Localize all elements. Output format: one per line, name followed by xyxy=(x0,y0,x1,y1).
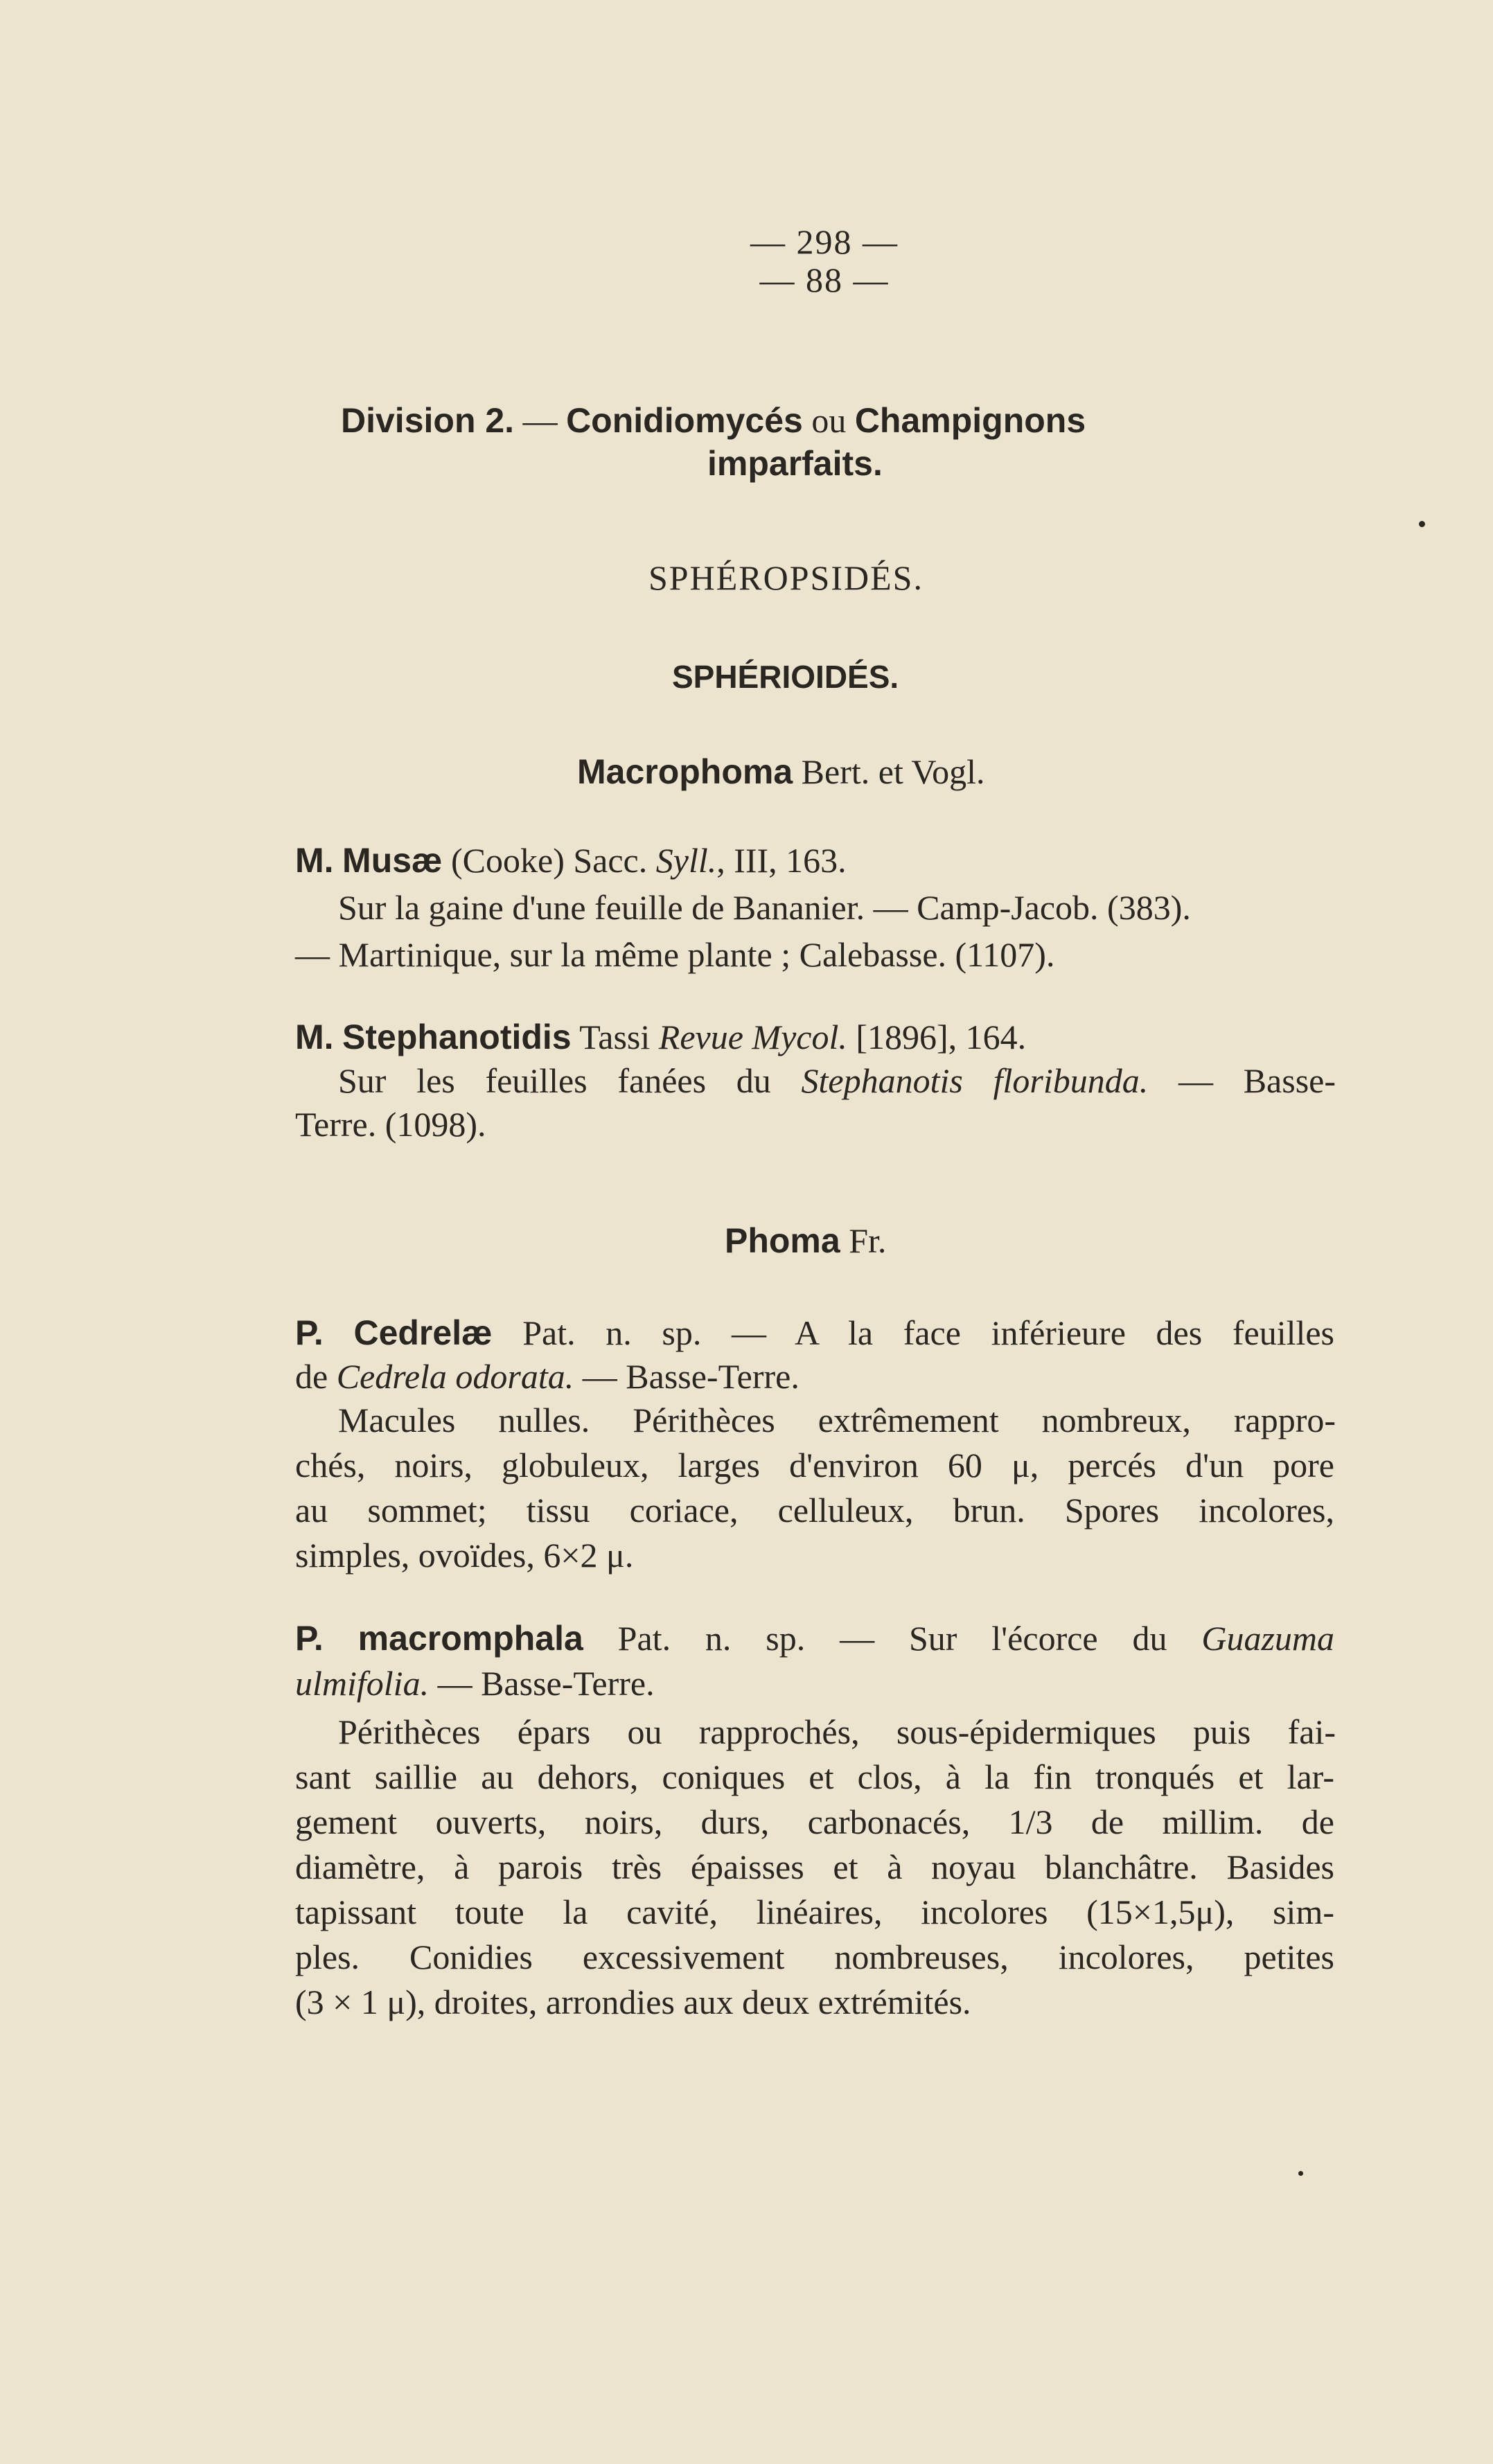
entry-macromphala-line: diamètre, à parois très épaisses et à noyau blanchâtre. Basides xyxy=(295,1847,1334,1886)
entry-macromphala-line: ples. Conidies excessivement nombreuses, incolores, petites xyxy=(295,1938,1334,1976)
ink-speck xyxy=(1298,2171,1303,2176)
group-title: SPHÉROPSIDÉS. xyxy=(648,558,924,597)
entry-stephanotidis-title: M. Stephanotidis Tassi Revue Mycol. [1896], 164. xyxy=(295,1018,1027,1056)
entry-macromphala-title: P. macromphala Pat. n. sp. — Sur l'écorce du Guazuma xyxy=(295,1619,1335,1658)
entry-cedrelae-line: au sommet; tissu coriace, celluleux, brun. Spores incolores, xyxy=(295,1491,1334,1530)
genus-heading-macrophoma: Macrophoma Bert. et Vogl. xyxy=(577,752,985,791)
family-title: SPHÉRIOIDÉS. xyxy=(672,659,899,695)
division-heading-cont: imparfaits. xyxy=(707,444,883,483)
entry-macromphala-line: sant saillie au dehors, coniques et clos, à la fin tronqués et lar- xyxy=(295,1757,1334,1796)
entry-macromphala-line: ulmifolia. — Basse-Terre. xyxy=(295,1664,655,1703)
entry-musae-title: M. Musæ (Cooke) Sacc. Syll., III, 163. xyxy=(295,841,847,880)
entry-macromphala-line: tapissant toute la cavité, linéaires, incolores (15×1,5μ), sim- xyxy=(295,1893,1334,1931)
entry-musae-line: — Martinique, sur la même plante ; Calebasse. (1107). xyxy=(295,935,1055,974)
entry-stephanotidis-line: Terre. (1098). xyxy=(295,1105,486,1144)
entry-cedrelae-line: Macules nulles. Périthèces extrêmement nombreux, rappro- xyxy=(338,1401,1336,1439)
entry-cedrelae-line: chés, noirs, globuleux, larges d'environ 60 μ, percés d'un pore xyxy=(295,1446,1334,1484)
page-number-bottom: — 88 — xyxy=(759,260,890,299)
entry-cedrelae-title: P. Cedrelæ Pat. n. sp. — A la face inférieure des feuilles xyxy=(295,1313,1335,1352)
ink-speck xyxy=(1419,521,1425,527)
entry-stephanotidis-line: Sur les feuilles fanées du Stephanotis floribunda. — Basse- xyxy=(338,1061,1336,1100)
division-heading: Division 2. — Conidiomycés ou Champignons xyxy=(341,401,1086,440)
entry-cedrelae-line: de Cedrela odorata. — Basse-Terre. xyxy=(295,1357,799,1396)
genus-heading-phoma: Phoma Fr. xyxy=(725,1221,887,1260)
entry-macromphala-line: gement ouverts, noirs, durs, carbonacés, 1/3 de millim. de xyxy=(295,1802,1334,1841)
entry-musae-line: Sur la gaine d'une feuille de Bananier. — Camp-Jacob. (383). xyxy=(338,888,1191,927)
entry-macromphala-line: (3 × 1 μ), droites, arrondies aux deux extrémités. xyxy=(295,1983,971,2021)
entry-macromphala-line: Périthèces épars ou rapprochés, sous-épidermiques puis fai- xyxy=(338,1712,1336,1751)
entry-cedrelae-line: simples, ovoïdes, 6×2 μ. xyxy=(295,1536,634,1575)
page-number-top: — 298 — xyxy=(750,222,899,261)
